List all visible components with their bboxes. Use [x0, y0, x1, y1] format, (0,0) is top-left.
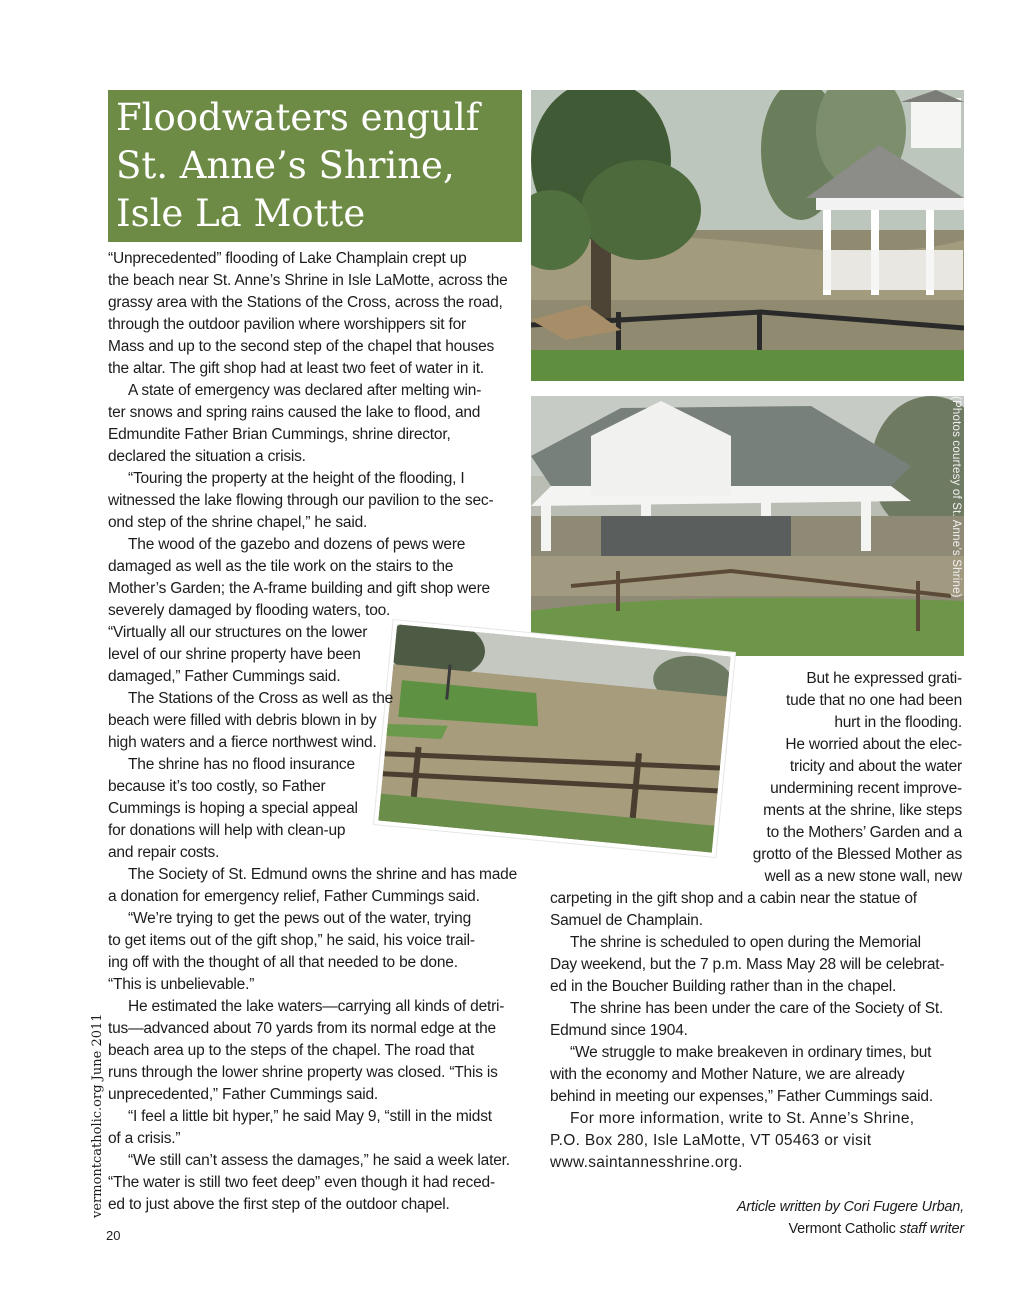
byline: [550, 1174, 964, 1218]
paragraph: “Unprecedented” flooding of Lake Champlain crept up the beach near St. Anne’s Shrine in Isle LaMotte, across the grassy area with the Stations of the Cross, across the road, through the outdoor pavilion where worshippers sit for Mass and up to the second step of the chapel that houses the altar. The gift shop had at least two feet of water in it.: [108, 250, 508, 377]
paragraph: “I feel a little bit hyper,” he said May 9, “still in the midst of a crisis.”: [108, 1108, 492, 1147]
paragraph: The Society of St. Edmund owns the shrine and has made a donation for emergency relief, Father Cummings said.: [108, 866, 517, 905]
contact-info: For more information, write to St. Anne’s Shrine, P.O. Box 280, Isle LaMotte, VT 05463 or visit www.saintannesshrine.org.: [550, 1110, 915, 1171]
paragraph: He worried about the elec- tricity and about the water undermining recent improve- ments at the shrine, like steps to the Mothers’ Garden and a grotto of the Blessed Mother as well as a new stone wall, new: [752, 736, 962, 885]
right-column-wrapped: [720, 668, 962, 888]
photo-pavilion-flood: [531, 396, 964, 656]
side-publication-tag: vermontcatholic.org June 2011: [90, 1013, 105, 1218]
byline-role: [550, 1218, 964, 1240]
paragraph: “We’re trying to get the pews out of the water, trying to get items out of the gift shop,” he said, his voice trail- ing off with the thought of all that needed to be done. “This is unbelievable.”: [108, 910, 475, 993]
paragraph: The shrine has no flood insurance because it’s too costly, so Father Cummings is hoping a special appeal for donations will help with clean-up and repair costs.: [108, 756, 358, 861]
paragraph: “We struggle to make breakeven in ordinary times, but with the economy and Mother Nature, we are already behind in meeting our expenses,” Father Cummings said.: [550, 1044, 933, 1105]
byline-publication: Vermont Catholic: [788, 1221, 896, 1237]
byline-author: Article written by Cori Fugere Urban,: [736, 1199, 964, 1215]
left-column: [108, 248, 522, 1216]
paragraph: The shrine has been under the care of the Society of St. Edmund since 1904.: [550, 1000, 944, 1039]
right-column: [550, 888, 964, 1240]
paragraph: “We still can’t assess the damages,” he said a week later. “The water is still two feet deep” even though it had reced- ed to just above the first step of the outdoor chapel.: [108, 1152, 510, 1213]
paragraph: “Touring the property at the height of the flooding, I witnessed the lake flowing through our pavilion to the sec- ond step of the shrine chapel,” he said.: [108, 470, 494, 531]
headline-block: [108, 90, 522, 242]
paragraph: He estimated the lake waters—carrying all kinds of detri- tus—advanced about 70 yards from its normal edge at the beach area up to the steps of the chapel. The road that runs through the lower shrine property was closed. “This is unprecedented,” Father Cummings said.: [108, 998, 505, 1103]
byline-title: staff writer: [895, 1221, 964, 1237]
paragraph: A state of emergency was declared after melting win- ter snows and spring rains caused the lake to flood, and Edmundite Father Brian Cummings, shrine director, declared the situation a crisis.: [108, 382, 482, 465]
pavilion-flood-image: [531, 396, 964, 656]
paragraph: The wood of the gazebo and dozens of pews were damaged as well as the tile work on the stairs to the Mother’s Garden; the A-frame building and gift shop were severely damaged by flooding waters, too.: [108, 536, 490, 619]
paragraph: The Stations of the Cross as well as the beach were filled with debris blown in by high waters and a fierce northwest wind.: [108, 690, 394, 751]
headline: Floodwaters engulf St. Anne’s Shrine, Isle La Motte: [116, 96, 480, 235]
photo-credit: (Photos courtesy of St. Anne’s Shrine): [950, 396, 962, 598]
paragraph: “Virtually all our structures on the lower level of our shrine property have been damaged,” Father Cummings said.: [108, 624, 368, 685]
photo-gazebo-flood: [531, 90, 964, 381]
gazebo-flood-image: [531, 90, 964, 381]
paragraph: The shrine is scheduled to open during the Memorial Day weekend, but the 7 p.m. Mass May 28 will be celebrat- ed in the Boucher Building rather than in the chapel.: [550, 934, 945, 995]
page-number: 20: [106, 1228, 121, 1243]
paragraph: But he expressed grati- tude that no one had been hurt in the flooding.: [786, 670, 962, 731]
paragraph: carpeting in the gift shop and a cabin near the statue of Samuel de Champlain.: [550, 890, 917, 929]
